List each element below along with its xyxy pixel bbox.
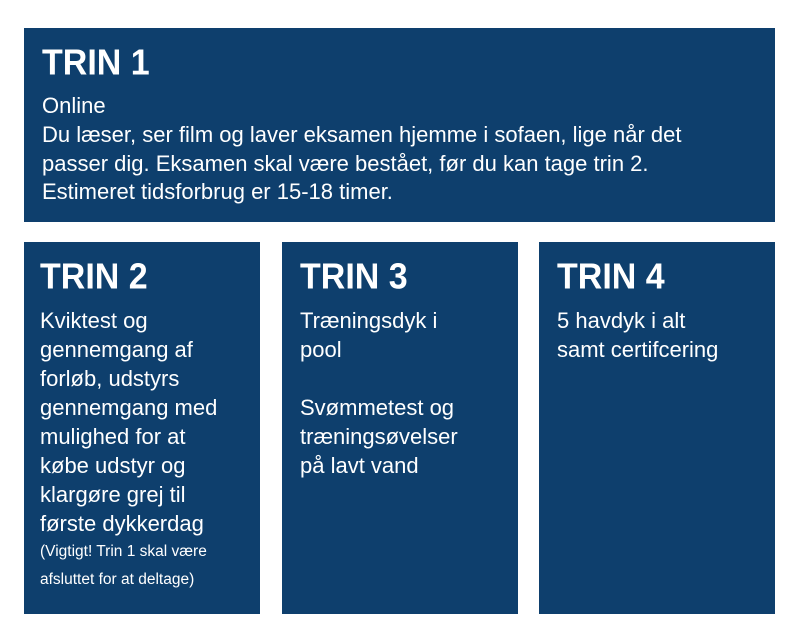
step-2-line: købe udstyr og (40, 453, 186, 478)
step-3-title: TRIN 3 (300, 257, 408, 297)
step-2-line: gennemgang af (40, 337, 193, 362)
step-4-line: samt certifcering (557, 337, 719, 362)
step-2-note-line: afsluttet for at deltage) (40, 571, 195, 588)
step-1-line: Online (42, 93, 106, 118)
step-3-line: Svømmetest og (300, 395, 455, 420)
step-1-line: Estimeret tidsforbrug er 15-18 timer. (42, 179, 393, 205)
step-4-card (539, 242, 775, 614)
step-1-line: Du læser, ser film og laver eksamen hjemme i sofaen, lige når det (42, 121, 682, 147)
step-3-line: træningsøvelser (300, 424, 458, 449)
step-2-description (40, 306, 244, 538)
step-2-note-line: (Vigtigt! Trin 1 skal være (40, 543, 207, 560)
step-2-line: klargøre grej til (40, 482, 186, 507)
step-2-line: gennemgang med (40, 395, 218, 420)
step-2-line: første dykkerdag (40, 511, 204, 536)
paragraph-gap (300, 364, 500, 393)
step-2-note (40, 538, 244, 594)
step-4-line: 5 havdyk i alt (557, 308, 686, 333)
step-1-description (42, 92, 757, 207)
step-4-description (557, 306, 757, 364)
step-1-line: passer dig. Eksamen skal være bestået, før du kan tage trin 2. (42, 150, 649, 176)
step-2-line: forløb, udstyrs (40, 366, 180, 391)
step-4-title: TRIN 4 (557, 257, 665, 297)
step-1-card (24, 28, 775, 222)
step-1-title: TRIN 1 (42, 43, 150, 83)
step-3-card (282, 242, 518, 614)
step-3-line: på lavt vand (300, 453, 419, 478)
step-2-title: TRIN 2 (40, 257, 148, 297)
step-3-line: pool (300, 337, 342, 362)
step-3-description (300, 306, 500, 480)
step-2-line: Kviktest og (40, 308, 148, 333)
step-2-line: mulighed for at (40, 424, 186, 449)
step-2-card (24, 242, 260, 614)
step-3-line: Træningsdyk i (300, 308, 438, 333)
